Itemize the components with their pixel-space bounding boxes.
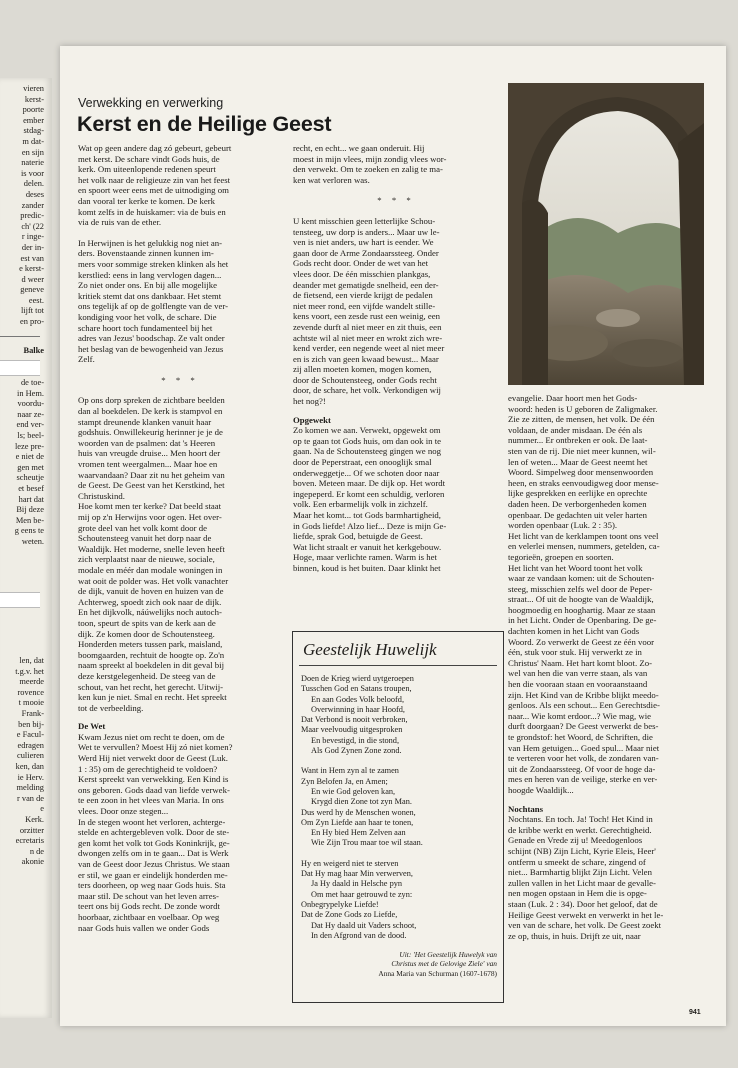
- text-line: naam spreekt al boekdelen in dit geval bij: [78, 660, 225, 671]
- article-column-2: [293, 143, 499, 574]
- text-line: boomgaarden, rechtuit de hoogte op. Zo'n: [78, 649, 225, 660]
- text-line: kritiek stemt dat ons dankbaar. Het stemt: [78, 290, 222, 301]
- text-line: nummer... Er ontbreken er ook. De laat-: [508, 435, 648, 446]
- previous-page-edge: [0, 78, 52, 1018]
- text-line: ontferm u smeekt de schare, zingend of: [508, 856, 646, 867]
- text-line: ken wat verloren was.: [293, 174, 370, 185]
- text-line: één, stuk voor stuk. Hij verwerkt ze in: [508, 647, 642, 658]
- text-line: kend verder, een negende weet al niet meer: [293, 343, 445, 354]
- previous-page-line: ecretaris: [15, 836, 44, 846]
- text-line: mers voor sommige streken klinken als het: [78, 258, 229, 269]
- text-line: 1 : 35) om de gerechtigheid te voldoen?: [78, 763, 218, 774]
- text-line: het nog?!: [293, 396, 326, 407]
- previous-page-line: ken, dan: [15, 761, 44, 771]
- text-line: Wat licht straalt er vanuit het kerkgebouw.: [293, 541, 442, 552]
- text-line: Zelf.: [78, 354, 95, 365]
- previous-page-line: en sijn: [21, 147, 44, 157]
- text-line: dan vooral ter kerke te komen. De kerk: [78, 195, 216, 206]
- divider: [0, 360, 40, 376]
- text-line: naar Gods huis vallen we onder Gods: [78, 922, 210, 933]
- article-kicker: Verwekking en verwerking: [78, 96, 224, 110]
- paragraph: [78, 395, 282, 713]
- previous-page-line: t.g.v. het: [15, 666, 44, 676]
- previous-page-line: geneve: [20, 285, 44, 295]
- previous-page-line: gen met: [17, 462, 44, 472]
- previous-page-line: et besef: [18, 483, 44, 493]
- text-line: dan al boekdelen. De kerk is stampvol en: [78, 406, 223, 417]
- text-line: tensteeg, uw dorp is anders... Maar uw le-: [293, 226, 440, 237]
- previous-page-line: stdag-: [23, 126, 44, 136]
- text-line: Gods recht door. Onder de wet van het: [293, 258, 429, 269]
- text-line: door, de schare, het volk. Verkondigen wij: [293, 385, 441, 396]
- poem-line: En wie God geloven kan,: [311, 786, 396, 796]
- poem-line: Hy en weigerd niet te sterven: [301, 858, 399, 868]
- text-line: ons geboren. Gods daad van liefde verwek-: [78, 784, 230, 795]
- text-line: Christuskind.: [78, 490, 125, 501]
- text-line: wel van hen die van verre staan, als van: [508, 668, 648, 679]
- poem-line: In den Afgrond van de dood.: [311, 930, 407, 940]
- poem-line: Dat Hy daald uit Vaders schoot,: [311, 920, 417, 930]
- text-line: het volk naar de religieuze zin van het feest: [78, 174, 231, 185]
- poem-line: Als God Zynen Zone zond.: [311, 746, 402, 756]
- text-line: toon, speurt de spits van de kerk aan de: [78, 617, 216, 628]
- previous-page-line: melding: [16, 783, 44, 793]
- text-line: te verteren voor het volk, de zondaren van-: [508, 753, 659, 764]
- text-line: schare hoort toch fundamenteel bij het: [78, 322, 213, 333]
- text-line: In de stegen woont het verloren, achterge-: [78, 816, 226, 827]
- text-line: hoogmoedig en hooghartig. Maar ze staan: [508, 604, 656, 615]
- previous-page-line: zander: [21, 200, 44, 210]
- previous-page-line: vieren: [23, 84, 44, 93]
- poem-line: Tusschen God en Satans troupen,: [301, 684, 412, 694]
- previous-page-line: delen.: [23, 179, 44, 189]
- previous-page-line: deses: [25, 189, 44, 199]
- magazine-page: [60, 46, 726, 1026]
- paragraph: [293, 216, 499, 407]
- text-line: op te gaan tot Gods huis, om dan ook in te: [293, 435, 442, 446]
- text-line: gen komt het volk tot Gods Koninkrijk, ge-: [78, 837, 230, 848]
- text-line: grote deel van het volk komt door de: [78, 522, 208, 533]
- text-line: teert ons bij Gods recht. De zonde wordt: [78, 901, 220, 912]
- text-line: ons tegelijk af op de golflengte van de ver-: [78, 301, 228, 312]
- text-line: In Herwijnen is het gelukkig nog niet an-: [78, 237, 223, 248]
- previous-page-line: naterie: [21, 158, 44, 168]
- text-line: schout, van het recht, het gerecht. Uitwij-: [78, 681, 224, 692]
- text-line: hen die vooraan staan en vooraanstaand: [508, 679, 648, 690]
- previous-page-line: de toe-: [20, 378, 44, 387]
- previous-page-line: orzitter: [19, 825, 44, 835]
- text-line: uit de Zondaarssteeg. Of voor de hoge da-: [508, 763, 656, 774]
- poem-line: En Hy bied Hem Zelven aan: [311, 828, 406, 838]
- divider: [0, 592, 40, 608]
- previous-page-text-block: [0, 378, 48, 548]
- paragraph: [78, 143, 282, 228]
- text-line: tot de verbeelding.: [78, 702, 144, 713]
- previous-page-line: ie Herv.: [17, 772, 44, 782]
- text-line: durft doorgaan? De Geest verwerkt de bes-: [508, 721, 659, 732]
- text-line: en spoort weer eens met de uitnodiging om: [78, 185, 229, 196]
- page-number: 941: [689, 1009, 701, 1016]
- text-line: stampt dreunende klanken vanuit haar: [78, 416, 212, 427]
- text-line: voldaan, de ander misdaan. De één als: [508, 424, 643, 435]
- previous-page-line: naar ze-: [17, 409, 44, 419]
- text-line: kondiging voor het volk, de schare. Die: [78, 311, 217, 322]
- text-line: ters doorheen, op weg naar Gods huis. Sta: [78, 880, 226, 891]
- text-line: zijn. Het Kind van de Kribbe blijkt meedo-: [508, 689, 659, 700]
- poem-title: Geestelijk Huwelijk: [303, 640, 437, 659]
- poem-line: Dat Verbond is nooit verbroken,: [301, 715, 408, 725]
- text-line: Nochtans. En toch. Ja! Toch! Het Kind in: [508, 814, 653, 825]
- text-line: heen, en straks eenvoudigweg door mense-: [508, 477, 659, 488]
- text-line: Schoutensteeg vanuit het dorp naar de: [78, 533, 212, 544]
- section-heading: De Wet: [78, 721, 106, 732]
- previous-page-line: in Hem.: [17, 388, 44, 398]
- text-line: Het licht van het Woord toont het volk: [508, 562, 643, 573]
- previous-page-line: kerst-: [24, 94, 44, 104]
- text-line: lijke gesprekken en eerlijke en oprechte: [508, 488, 648, 499]
- text-line: kens voort, een zesde rust een weinig, een: [293, 311, 440, 322]
- poem-source-line: Christus met de Gelovige Ziele' van: [391, 959, 497, 969]
- text-line: U kent misschien geen letterlijke Schou-: [293, 215, 436, 226]
- poem-line: Want in Hem zyn al te zamen: [301, 766, 399, 776]
- poem-line: Dat de Zone Gods zo Liefde,: [301, 910, 398, 920]
- text-line: gaan door de Arme Zondaarssteeg. Onder: [293, 247, 439, 258]
- text-line: en is zich van geen kwaad bewust... Maar: [293, 353, 439, 364]
- text-line: Op ons dorp spreken de zichtbare beelden: [78, 395, 225, 406]
- poem-line: Zyn Belofen Ja, en Amen;: [301, 776, 388, 786]
- text-line: binnen, koud is het buiten. Daar klinkt het: [293, 562, 441, 573]
- previous-page-line: e: [40, 804, 44, 814]
- text-line: zevende durft al niet meer en zit thuis, een: [293, 321, 442, 332]
- text-line: ken kun je niet. Smal en recht. Het spreekt: [78, 692, 227, 703]
- previous-page-text-block: [0, 84, 48, 328]
- poem-line: Dus werd hy de Menschen wonen,: [301, 807, 416, 817]
- text-line: achtste wil al niet meer en wrokt zich wre-: [293, 332, 443, 343]
- text-line: boven. Meteen maar. De dijk op. Het wordt: [293, 478, 446, 489]
- text-line: kerk. Om uiteenlopende redenen speurt: [78, 164, 216, 175]
- text-line: deze kerstgelegenheid. De steeg van de: [78, 670, 216, 681]
- stanza-gap: [301, 756, 497, 766]
- paragraph: [293, 143, 499, 185]
- text-line: Woord. Simpelweg door mensenwoorden: [508, 467, 654, 478]
- text-line: onderweggetje... Of we schoten door naar: [293, 467, 440, 478]
- stone-arch-photo: [508, 83, 704, 385]
- section-divider-stars: * * *: [161, 374, 199, 385]
- previous-page-line: culieren: [17, 751, 44, 761]
- previous-page-line: rovence: [17, 687, 44, 697]
- text-line: Hoe komt men ter kerke? Dat beeld staat: [78, 501, 222, 512]
- previous-page-line: predic-: [20, 211, 44, 221]
- text-line: dijk. Ze komen door de Schoutensteeg.: [78, 628, 215, 639]
- landscape-photo-icon: [508, 83, 704, 385]
- text-line: Zie ze zitten, de mensen, het volk. De één: [508, 414, 655, 425]
- text-line: worden openbaar (Luk. 2 : 35).: [508, 520, 618, 531]
- text-line: Het licht van de kerklampen toont ons veel: [508, 530, 659, 541]
- text-line: volk. Een erbarmelijk volk in zichzelf.: [293, 499, 428, 510]
- text-line: niet meer rond, een vijfde wandelt stille-: [293, 300, 436, 311]
- previous-page-line: n de: [29, 846, 44, 856]
- previous-page-line: r van de: [17, 793, 44, 803]
- text-line: Zo komen we aan. Verwekt, opgewekt om: [293, 425, 441, 436]
- previous-page-line: akonie: [21, 857, 44, 867]
- poem-line: Overwinning in haar Hoofd,: [311, 704, 406, 714]
- previous-page-line: g eens te: [14, 526, 44, 536]
- text-line: stelde en achtergebleven volk. Door de ste-: [78, 827, 230, 838]
- paragraph-gap: [78, 228, 282, 238]
- text-line: Waaldijk. Het moderne, snelle leven heeft: [78, 543, 225, 554]
- text-line: dachten komen in het Licht van Gods: [508, 626, 640, 637]
- text-line: Christus' Naam. Het hart komt bloot. Zo-: [508, 657, 652, 668]
- paragraph: [78, 238, 282, 365]
- previous-page-line: scheutje: [16, 473, 44, 483]
- previous-page-line: end ver-: [16, 420, 44, 430]
- text-line: in Gods liefde! Alzo lief... Deze is mijn Ge-: [293, 520, 447, 531]
- text-line: evangelie. Daar hoort men het Gods-: [508, 393, 638, 403]
- previous-page-line: poorte: [22, 105, 44, 115]
- text-line: Zo niet onder ons. En bij alle mogelijke: [78, 280, 217, 291]
- poem-line: Doen de Krieg wierd uytgeroepen: [301, 674, 414, 683]
- text-line: adres van Jezus' boodschap. Ze valt onder: [78, 333, 225, 344]
- previous-page-line: leze pre-: [14, 441, 44, 451]
- previous-page-line: Kerk.: [25, 814, 44, 824]
- poem-line: Onbegrypelyke Liefde!: [301, 899, 379, 909]
- text-line: waarvandaan? Daar zit nu het geheim van: [78, 469, 225, 480]
- stanza-gap: [301, 849, 497, 859]
- previous-page-line: ls; beel-: [17, 430, 44, 440]
- text-line: tegorieën, groepen en soorten.: [508, 551, 614, 562]
- text-line: via de ruis van de ether.: [78, 217, 162, 228]
- previous-page-line: e kerst-: [19, 264, 44, 274]
- poem-source: [301, 950, 497, 978]
- text-line: zich verplaatst naar de nieuwe, sociale,: [78, 554, 215, 565]
- text-line: modale en méér dan modale woningen in: [78, 564, 223, 575]
- divider: [0, 336, 40, 337]
- text-line: waar ze vandaan komen: uit de Schouten-: [508, 573, 655, 584]
- text-line: van Hem getuigen... Goed spul... Maar niet: [508, 742, 660, 753]
- previous-page-line: Frank-: [21, 708, 44, 718]
- text-line: wat ooit de polder was. Het volk vanachter: [78, 575, 229, 586]
- text-line: En het dijkvolk, náúwelijks noch autoch-: [78, 607, 222, 618]
- text-line: moest in mijn vlees, mijn zondig vlees wor-: [293, 153, 447, 164]
- text-line: zullen vallen in het Licht maar de gevalle-: [508, 877, 656, 888]
- text-line: ders. Bovenstaande zinnen kunnen im-: [78, 248, 214, 259]
- text-line: steeg, misschien zelfs wel door de Peper-: [508, 583, 653, 594]
- previous-page-line: ch' (22: [21, 221, 44, 231]
- previous-page-line: est van: [20, 253, 44, 263]
- previous-page-line: hart dat: [18, 494, 44, 504]
- previous-page-line: is voor: [20, 168, 44, 178]
- text-line: naar... Wie komt erdoor...? Wie mag, wie: [508, 710, 652, 721]
- text-line: kerstlied: eens in lang vervlogen dagen...: [78, 269, 222, 280]
- poem-line: Om met haar getrouwd te zyn:: [311, 889, 413, 899]
- previous-page-line: weten.: [21, 536, 44, 546]
- text-line: in het Licht. Onder de Openbaring. De ge-: [508, 615, 657, 626]
- text-line: len of weten... Maar de Geest neemt het: [508, 456, 648, 467]
- text-line: de fietsend, een vierde krijgt de pedalen: [293, 290, 433, 301]
- previous-page-line: eest.: [28, 295, 44, 305]
- text-line: recht, en echt... we gaan onderuit. Hij: [293, 143, 425, 153]
- text-line: door de Peperstraat, een onooglijk smal: [293, 457, 432, 468]
- section-divider-stars: * * *: [377, 195, 415, 206]
- poem-line: En bevestigd, in die stond,: [311, 735, 400, 745]
- text-line: Heilige Geest verwekt en verwerkt in het le-: [508, 909, 664, 920]
- article-title: Kerst en de Heilige Geest: [77, 112, 332, 136]
- text-line: door de Schoutensteeg, onder Gods recht: [293, 374, 437, 385]
- text-line: met kerst. De schare vindt Gods huis, de: [78, 153, 220, 164]
- previous-page-line: t mooie: [18, 698, 44, 708]
- text-line: ven is niet anders, uw hart is eender. We: [293, 237, 434, 248]
- poem-line: Wie Zijn Trou maar toe wil staan.: [311, 838, 423, 848]
- paragraph: [78, 732, 282, 933]
- paragraph: [508, 814, 706, 941]
- previous-page-line: e Facul-: [16, 730, 44, 740]
- text-line: komt zelfs in de huiskamer: via de buis en: [78, 206, 226, 217]
- poem-line: Om Zyn Liefde aan haar te tonen,: [301, 817, 414, 827]
- text-line: woord: heden is U geboren de Zaligmaker.: [508, 403, 658, 414]
- previous-page-line: meerde: [19, 677, 44, 687]
- previous-page-text-block: [0, 656, 48, 868]
- text-line: hoogde Waaldijk...: [508, 784, 574, 795]
- text-line: mes en heren van de veilige, sterke en ver-: [508, 774, 658, 785]
- text-line: huis van vreugde druise... Men hoort der: [78, 448, 221, 459]
- article-column-1: [78, 143, 282, 933]
- text-line: en velerlei mensen, nummers, getelden, ca-: [508, 541, 660, 552]
- text-line: Maar het komt... tot Gods barmhartigheid,: [293, 510, 441, 520]
- text-line: gaan. Na de Schoutensteeg gingen we nog: [293, 446, 441, 457]
- divider: [299, 665, 497, 666]
- section-heading: Opgewekt: [293, 414, 331, 425]
- text-line: niet... Barmhartig blijkt Zijn Licht. Velen: [508, 867, 652, 878]
- previous-page-line: ember: [23, 115, 44, 125]
- poem-line: Ja Hy daald in Helsche pyn: [311, 879, 403, 889]
- poem-source-line: Anna Maria van Schurman (1607-1678): [378, 968, 497, 978]
- text-line: het beslag van de bewogenheid van Jezus: [78, 343, 224, 354]
- text-line: vlees door. De één misschien plankgas,: [293, 268, 431, 279]
- text-line: hoorbaar, zichtbaar en voelbaar. Op weg: [78, 911, 220, 922]
- text-line: liefde, sprak God, betuigde de Geest.: [293, 531, 423, 542]
- text-line: Werd Hij niet verwekt door de Geest (Luk.: [78, 753, 228, 764]
- text-line: deander met gematigde snelheid, een der-: [293, 279, 439, 290]
- previous-page-line: Men be-: [15, 515, 44, 525]
- text-line: genloos. Als een schout... Een Gerechtsdie-: [508, 700, 660, 711]
- poem-body: [301, 674, 497, 941]
- previous-page-line: m dat-: [22, 136, 44, 146]
- text-line: te een zoon in het vlees van Maria. In ons: [78, 795, 224, 806]
- text-line: de kribbe werkt en werkt. Gerechtigheid.: [508, 824, 652, 835]
- previous-page-line: Bij deze: [16, 505, 44, 515]
- previous-page-author: Balke: [23, 346, 44, 355]
- text-line: godshuis. Onwillekeurig herinner je je de: [78, 427, 223, 438]
- text-line: den verwekt. Om te zoeken en zalig te ma-: [293, 164, 443, 175]
- article-column-3: [508, 393, 706, 941]
- text-line: Hoge, maar verlichte ramen. Warm is het: [293, 552, 437, 563]
- poem-line: Dat Hy mag haar Min verwerven,: [301, 869, 413, 879]
- text-line: de Geest. De Geest van het Kerstkind, het: [78, 480, 225, 491]
- previous-page-line: len, dat: [19, 656, 44, 665]
- previous-page-line: d weer: [21, 274, 44, 284]
- text-line: zij allen moeten komen, mogen komen,: [293, 364, 432, 375]
- text-line: van de Geest door Jezus Christus. We staan: [78, 859, 230, 869]
- text-line: Wet te vervullen? Moest Hij zó niet komen?: [78, 742, 233, 753]
- text-line: openbaar. De gedachten uit veler harten: [508, 509, 647, 520]
- previous-page-line: lijft tot: [20, 306, 44, 316]
- text-line: woorden van de psalmen: dat 's Heeren: [78, 437, 216, 448]
- previous-page-line: ben bij-: [18, 719, 44, 729]
- text-line: Kwam Jezus niet om recht te doen, om de: [78, 731, 225, 742]
- text-line: daden heen. De verborgenheden komen: [508, 498, 647, 509]
- text-line: sten van de rij. Die niet meer kunnen, wil-: [508, 445, 656, 456]
- text-line: vromen tent weergalmen... Maar hoe en: [78, 459, 218, 470]
- poem-line: En aan Godes Volk beloofd,: [311, 694, 405, 704]
- text-line: Genade en Vrede zij u! Meedogenloos: [508, 835, 643, 846]
- text-line: straat... Of uit de hoogte van de Waaldijk,: [508, 594, 654, 605]
- text-line: schijnt (NB) Zijn Licht, Kyrie Eleis, Heer': [508, 845, 656, 856]
- previous-page-line: en pro-: [20, 317, 44, 327]
- poem-line: Krygd dien Zone tot zyn Man.: [311, 797, 412, 807]
- previous-page-line: e niet de: [15, 452, 44, 462]
- previous-page-line: edragen: [17, 740, 44, 750]
- text-line: ven van de schare, het volk. De Geest zoekt: [508, 920, 662, 931]
- poem-box: [292, 631, 504, 1003]
- previous-page-line: voordu-: [17, 399, 44, 409]
- text-line: te grondstof: het Woord, de Schriften, die: [508, 732, 653, 742]
- paragraph: [293, 425, 499, 573]
- text-line: staan (Luk. 2 : 34). Door het geloof, dat de: [508, 898, 658, 909]
- text-line: mij op z'n Herwijns voor ogen. Het over-: [78, 512, 222, 522]
- text-line: ingepeperd. Er komt een schuldig, verloren: [293, 488, 445, 499]
- text-line: nen mogen opstaan in Hem die is opge-: [508, 888, 647, 899]
- text-line: Woord. Zo verwerkt de Geest ze één voor: [508, 636, 655, 647]
- text-line: er stil, we gaan er eindelijk honderden me-: [78, 869, 228, 880]
- text-line: Honderden meters tussen park, maisland,: [78, 639, 223, 650]
- text-line: maar stil. De schout van het leven arres-: [78, 890, 219, 901]
- text-line: Wat op geen andere dag zó gebeurt, gebeurt: [78, 143, 232, 153]
- text-line: de dijk, vanuit de hoven en huizen van de: [78, 586, 224, 597]
- text-line: ze op, thuis, in huis. Drijft ze uit, naar: [508, 930, 641, 941]
- paragraph: [508, 393, 706, 796]
- previous-page-line: r inge-: [21, 232, 44, 242]
- previous-page-line: der in-: [21, 242, 44, 252]
- text-line: Achterweg, spoedt zich ook naar de dijk.: [78, 596, 222, 607]
- text-line: vlees. Door onze stegen...: [78, 806, 169, 817]
- text-line: dwongen zelfs om in te gaan... Dat is Werk: [78, 848, 229, 859]
- text-line: Kerst spreekt van verwekking. Een Kind is: [78, 774, 229, 785]
- poem-line: Maar veelvoudig uitgesproken: [301, 725, 403, 735]
- poem-source-line: Uit: 'Het Geestelijk Huwelyk van: [399, 950, 497, 959]
- section-heading: Nochtans: [508, 803, 544, 814]
